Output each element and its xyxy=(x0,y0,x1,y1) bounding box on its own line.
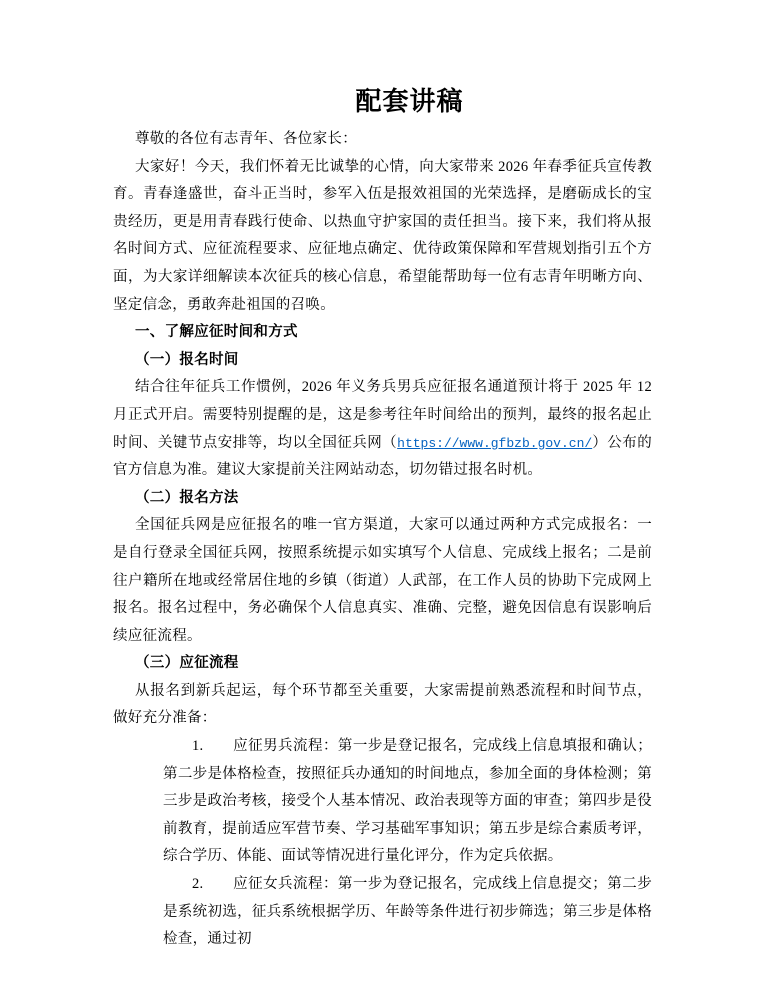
registration-method-paragraph: 全国征兵网是应征报名的唯一官方渠道，大家可以通过两种方式完成报名：一是自行登录全国征兵网，按照系统提示如实填写个人信息、完成线上报名；二是前往户籍所在地或经常居住地的乡镇（街道）人武部，在工作人员的协助下完成网上报名。报名过程中，务必确保个人信息真实、准确、完整，避免因信息有误影响后续应征流程。 xyxy=(113,517,652,644)
intro-paragraph: 大家好！今天，我们怀着无比诚挚的心情，向大家带来 2026 年春季征兵宣传教育。青春逢盛世，奋斗正当时，参军入伍是报效祖国的光荣选择，是磨砺成长的宝贵经历，更是用青春践行使命、以热血守护家国的责任担当。接下来，我们将从报名时间方式、应征流程要求、应征地点确定、优待政策保障和军营规划指引五个方面，为大家详细解读本次征兵的核心信息，希望能帮助每一位有志青年明晰方向、坚定信念，勇敢奔赴祖国的召唤。 xyxy=(113,158,652,313)
registration-time-paragraph xyxy=(113,374,652,484)
section-1-1-heading: （一）报名时间 xyxy=(135,351,239,368)
male-process-list-text: 应征男兵流程：第一步是登记报名，完成线上信息填报和确认；第二步是体格检查，按照征兵办通知的时间地点，参加全面的身体检测；第三步是政治考核，接受个人基本情况、政治表现等方面的审查；第四步是役前教育，提前适应军营节奏、学习基础军事知识；第五步是综合素质考评，综合学历、体能、面试等情况进行量化评分，作为定兵依据。 xyxy=(163,738,652,865)
process-lead-paragraph: 从报名到新兵起运，每个环节都至关重要，大家需提前熟悉流程和时间节点，做好充分准备： xyxy=(113,682,652,727)
document-title: 配套讲稿 xyxy=(355,87,464,116)
female-process-list-number: 2. xyxy=(192,876,204,893)
female-process-list-item xyxy=(163,871,652,954)
gfbzb-website-link[interactable]: https://www.gfbzb.gov.cn/ xyxy=(397,435,593,451)
section-1-2-heading: （二）报名方法 xyxy=(135,489,239,506)
registration-time-text-before-link: 结合往年征兵工作惯例，2026 年义务兵男兵应征报名通道预计将于 2025 年 12 月正式开启。需要特别提醒的是，这是参考往年时间给出的预判，最终的报名起止时间、关键节点安排等，均以全国征兵网（ xyxy=(113,379,652,451)
male-process-list-item xyxy=(163,733,652,871)
male-process-list-number: 1. xyxy=(192,738,204,755)
section-1-3-heading: （三）应征流程 xyxy=(135,655,239,672)
female-process-list-text: 应征女兵流程：第一步为登记报名，完成线上信息提交；第二步是系统初选，征兵系统根据学历、年龄等条件进行初步筛选；第三步是体格检查，通过初 xyxy=(163,876,652,948)
salutation-paragraph: 尊敬的各位有志青年、各位家长： xyxy=(135,131,357,147)
registration-time-text-after-link: ）公布的官方信息为准。建议大家提前关注网站动态，切勿错过报名时机。 xyxy=(113,434,653,479)
section-1-heading: 一、了解应征时间和方式 xyxy=(135,324,298,341)
